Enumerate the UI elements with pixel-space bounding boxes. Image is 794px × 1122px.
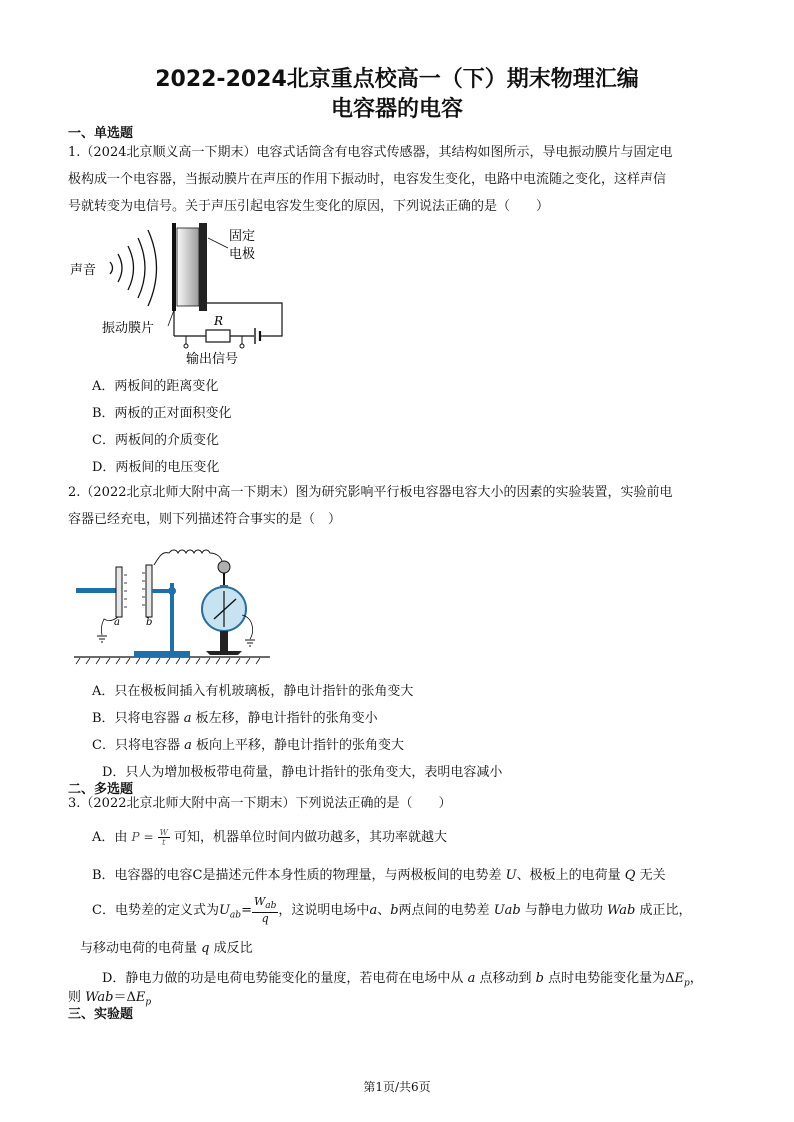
fixed-electrode-label-2: 电极: [229, 247, 256, 262]
question-1-text-line1: 1.（2024北京顺义高一下期末）电容式话筒含有电容式传感器，其结构如图所示，导电振动膜片与固定电: [68, 145, 673, 160]
question-3-option-d: D．静电力做的功是电荷电势能变化的量度，若电荷在电场中从 a 点移动到 b 点时电势能变化量为$\Delta E_p$，: [102, 971, 703, 989]
document-subtitle: 电容器的电容: [330, 97, 463, 122]
fixed-electrode: [199, 223, 207, 311]
connecting-wire: [154, 550, 222, 565]
electroscope-ball: [218, 561, 230, 573]
question-2-option-c: C．只将电容器 a 板向上平移，静电计指针的张角变大: [92, 738, 405, 753]
section-heading-experiment: 三、实验题: [68, 1007, 134, 1022]
question-1-text-line3: 号就转变为电信号。关于声压引起电容发生变化的原因，下列说法正确的是（ ）: [68, 199, 550, 214]
plate-a-label: a: [114, 617, 120, 628]
question-2-option-a: A．只在极板间插入有机玻璃板，静电计指针的张角变大: [92, 684, 414, 699]
question-1-option-d: D．两板间的电压变化: [92, 460, 220, 475]
fixed-electrode-label-1: 固定: [229, 229, 256, 244]
plate-a: [116, 567, 122, 617]
document-title: 2022-2024北京重点校高一（下）期末物理汇编: [155, 67, 639, 92]
plate-b-label: b: [146, 617, 153, 628]
question-3-option-a: A．由 P = $\frac{W}{t}$ 可知，机器单位时间内做功越多，其功率就越大: [92, 828, 448, 847]
section-heading-multiple-choice: 二、多选题: [68, 782, 134, 797]
question-2-text-line2: 容器已经充电，则下列描述符合事实的是（ ）: [68, 512, 342, 527]
plate-a-handle: [76, 588, 116, 593]
question-1-option-c: C．两板间的介质变化: [92, 433, 219, 448]
question-1-option-a: A．两板间的距离变化: [92, 379, 219, 394]
question-1-option-b: B．两板的正对面积变化: [92, 406, 232, 421]
vibrating-membrane: [172, 223, 176, 311]
resistor: [206, 330, 230, 342]
question-2-text-line1: 2.（2022北京北师大附中高一下期末）图为研究影响平行板电容器电容大小的因素的实验装置，实验前电: [68, 485, 673, 500]
resistor-label: R: [214, 314, 224, 328]
question-3-text-line1: 3.（2022北京北师大附中高一下期末）下列说法正确的是（ ）: [68, 796, 452, 811]
question-3-option-c-line2: 与移动电荷的电荷量 q 成反比: [80, 941, 253, 956]
question-3-option-c: C．电势差的定义式为$U_{ab}=$ $\frac{W_{ab}}{q}$ ，这说明电场中a、b两点间的电势差 Uab 与静电力做功 Wab 成正比，: [92, 895, 692, 926]
question-2-option-b: B．只将电容器 a 板左移，静电计指针的张角变小: [92, 711, 378, 726]
plate-b: [146, 565, 152, 617]
microphone-diagram: [68, 218, 298, 370]
capacitor-electroscope-diagram: [74, 545, 274, 667]
question-3-option-b: B．电容器的电容C是描述元件本身性质的物理量，与两极板间的电势差 U、极板上的电荷量 Q 无关: [92, 868, 666, 883]
output-signal-label: 输出信号: [186, 352, 239, 367]
membrane-label: 振动膜片: [102, 321, 155, 336]
sound-label: 声音: [70, 263, 97, 278]
section-heading-single-choice: 一、单选题: [68, 126, 134, 141]
question-1-text-line2: 极构成一个电容器，当振动膜片在声压的作用下振动时，电容发生变化，电路中电流随之变化，这样声信: [68, 172, 667, 187]
page-number: 第1页/共6页: [363, 1080, 431, 1094]
stand-base: [134, 651, 190, 657]
question-3-option-d-line2: 则 $Wab=\Delta E_p$: [68, 990, 152, 1008]
question-2-option-d: D．只人为增加极板带电荷量，静电计指针的张角变大，表明电容减小: [102, 765, 503, 780]
